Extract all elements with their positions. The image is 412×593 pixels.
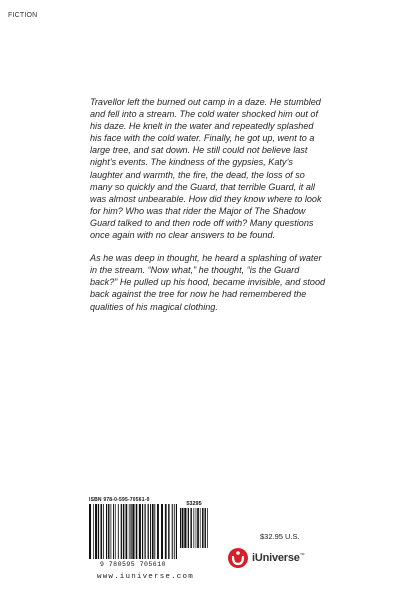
price-barcode-bars	[180, 508, 208, 548]
genre-label: FICTION	[8, 12, 38, 19]
blurb-paragraph-1: Travellor left the burned out camp in a daze. He stumbled and fell into a stream. The cold water shocked him out of his daze. He knelt in the water and repeatedly splashed his face with the cold water. Finally, he got up, went to a large tree, and sat down. He still could not believe last night’s events. The kindness of the gypsies, Katy’s laughter and warmth, the fire, the dead, the loss of so many so quickly and the Guard, that terrible Guard, it all was almost unbearable. How did they know where to look for him? Who was that rider the Major of The Shadow Guard talked to and then rode off with? Many questions once again with no clear answers to be found.	[90, 97, 322, 241]
isbn-barcode-bars	[89, 504, 177, 559]
publisher-website: www.iuniverse.com	[97, 573, 194, 581]
iuniverse-logo-icon	[228, 548, 248, 568]
publisher-logo	[228, 548, 305, 568]
retail-price: $32.95 U.S.	[260, 532, 300, 541]
publisher-name-text: iUniverse	[252, 552, 300, 564]
back-cover-blurb	[90, 96, 326, 324]
blurb-paragraph-2: As he was deep in thought, he heard a splashing of water in the stream. “Now what,” he thought, “is the Guard back?” He pulled up his hood, became invisible, and stood back against the tree for now he had remembered the qualities of his magical clothing.	[90, 253, 326, 312]
barcode-block	[89, 497, 209, 568]
isbn-barcode	[89, 504, 177, 568]
price-barcode	[180, 501, 208, 547]
barcodes	[89, 501, 209, 568]
publisher-name	[252, 552, 305, 564]
trademark-mark: ™	[299, 552, 305, 559]
isbn-number: ISBN 978-0-595-70561-0	[89, 497, 150, 503]
barcode-digits: 9 780595 705610	[99, 561, 166, 568]
price-code: 53295	[186, 501, 202, 507]
